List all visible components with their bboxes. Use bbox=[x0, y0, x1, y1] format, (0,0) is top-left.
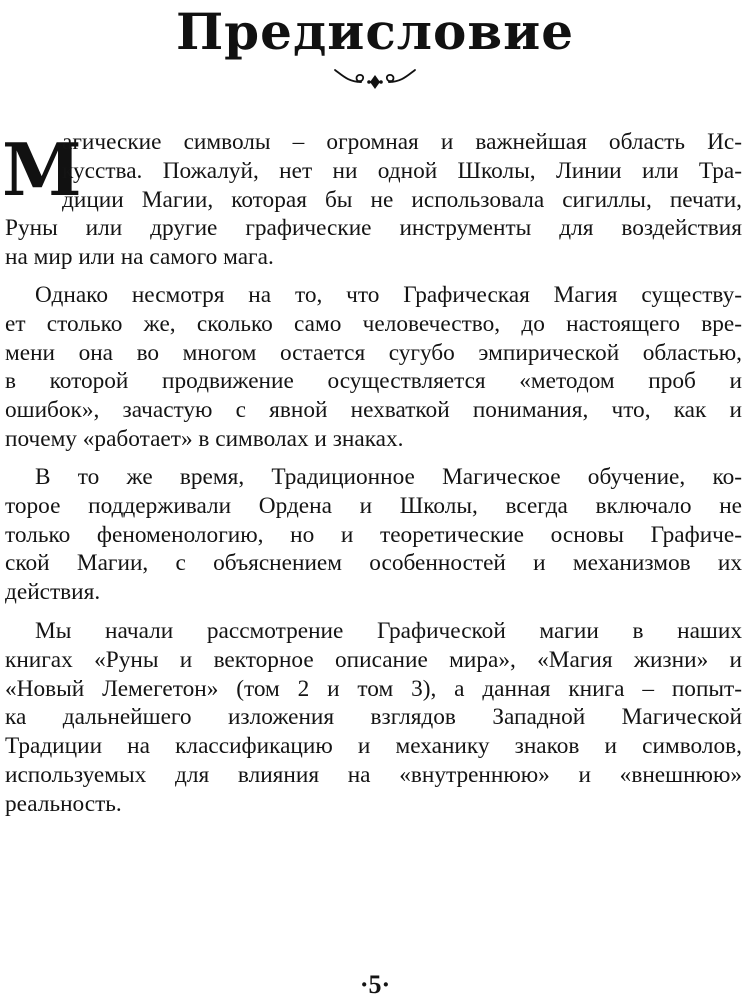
paragraph-4-line-3: «Новый Лемегетон» (том 2 и том 3), а данная книга – попыт- bbox=[5, 675, 742, 702]
paragraph-3-line-1: В то же время, Традиционное Магическое обучение, ко- bbox=[35, 464, 742, 490]
paragraph-3-line-2: торое поддерживали Ордена и Школы, всегда включало не bbox=[5, 492, 742, 519]
paragraph-4-line-7: реальность. bbox=[5, 790, 122, 817]
paragraph-3-line-4: ской Магии, с объяснением особенностей и механизмов их bbox=[5, 550, 742, 577]
paragraph-1-line-5: на мир или на самого мага. bbox=[5, 244, 274, 271]
paragraph-1-line-1: агические символы – огромная и важнейшая область Ис- bbox=[62, 129, 742, 155]
paragraph-1-line-4: Руны или другие графические инструменты для воздействия bbox=[5, 215, 742, 242]
page-number: ·5· bbox=[359, 970, 391, 999]
paragraph-2-line-4: в которой продвижение осуществляется «методом проб и bbox=[5, 368, 742, 395]
paragraph-2-line-1: Однако несмотря на то, что Графическая Магия существу- bbox=[35, 282, 742, 308]
paragraph-4-line-2: книгах «Руны и векторное описание мира», «Магия жизни» и bbox=[5, 646, 742, 673]
paragraph-2-line-2: ет столько же, сколько само человечество, до настоящего вре- bbox=[5, 310, 742, 337]
paragraph-4-line-6: используемых для влияния на «внутреннюю» и «внешнюю» bbox=[5, 762, 742, 788]
paragraph-2-line-6: почему «работает» в символах и знаках. bbox=[5, 426, 404, 452]
paragraph-3-line-3: только феноменологию, но и теоретические основы Графиче- bbox=[5, 521, 742, 548]
page-title: Предисловие bbox=[175, 2, 575, 61]
ornament-divider bbox=[325, 62, 425, 96]
paragraph-2-line-5: ошибок», зачастую с явной нехваткой понимания, что, как и bbox=[5, 397, 742, 424]
paragraph-1-line-2: кусства. Пожалуй, нет ни одной Школы, Линии или Тра- bbox=[62, 157, 742, 184]
paragraph-3-line-5: действия. bbox=[5, 579, 101, 606]
paragraph-1-line-3: диции Магии, которая бы не использовала сигиллы, печати, bbox=[62, 186, 742, 213]
paragraph-4-line-4: ка дальнейшего изложения взглядов Западной Магической bbox=[5, 704, 742, 731]
drop-cap: М bbox=[2, 127, 82, 212]
paragraph-4-line-5: Традиции на классификацию и механику знаков и символов, bbox=[5, 733, 742, 760]
paragraph-4-line-1: Мы начали рассмотрение Графической магии в наших bbox=[35, 618, 742, 644]
paragraph-2-line-3: мени она во многом остается сугубо эмпирической областью, bbox=[5, 339, 742, 366]
